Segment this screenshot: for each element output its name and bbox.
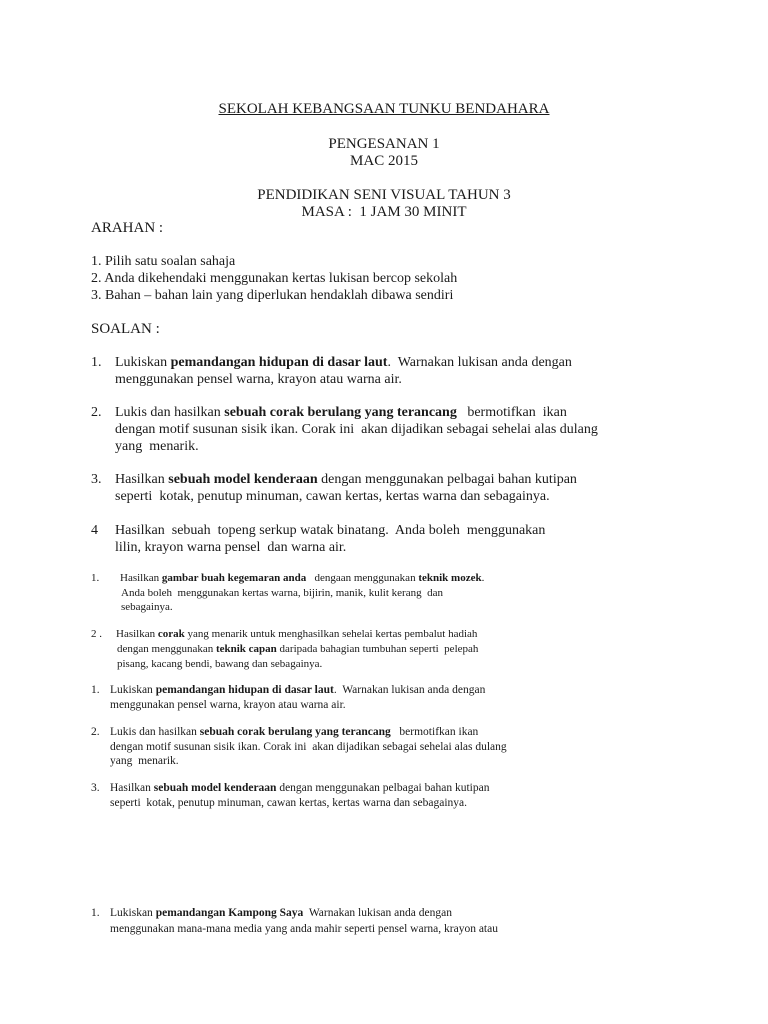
- question-line: Hasilkan sebuah model kenderaan dengan menggunakan pelbagai bahan kutipan: [110, 782, 490, 794]
- question-number: 2.: [91, 405, 102, 420]
- question-number: 1.: [91, 355, 102, 370]
- instruction-item: 1. Pilih satu soalan sahaja: [91, 254, 236, 269]
- question-number: 1.: [91, 572, 100, 584]
- question-line: Hasilkan gambar buah kegemaran anda dengaan menggunakan teknik mozek.: [120, 572, 485, 584]
- question-line: dengan motif susunan sisik ikan. Corak ini akan dijadikan sebagai sehelai alas dulang: [110, 741, 507, 753]
- question-line: Lukiskan pemandangan Kampong Saya Warnakan lukisan anda dengan: [110, 907, 452, 919]
- subject-title: PENDIDIKAN SENI VISUAL TAHUN 3: [257, 187, 511, 203]
- questions-heading: SOALAN :: [91, 321, 160, 337]
- question-number: 2.: [91, 726, 100, 738]
- question-line: menggunakan pensel warna, krayon atau warna air.: [110, 699, 346, 711]
- question-line: yang menarik.: [110, 755, 179, 767]
- question-line: Hasilkan corak yang menarik untuk menghasilkan sehelai kertas pembalut hadiah: [116, 628, 478, 640]
- question-line: seperti kotak, penutup minuman, cawan kertas, kertas warna dan sebagainya.: [115, 489, 550, 504]
- question-number: 4: [91, 523, 98, 538]
- question-line: dengan menggunakan teknik capan daripada bahagian tumbuhan seperti pelepah: [117, 643, 479, 655]
- question-line: menggunakan mana-mana media yang anda mahir seperti pensel warna, krayon atau: [110, 923, 498, 935]
- question-line: Lukis dan hasilkan sebuah corak berulang yang terancang bermotifkan ikan: [115, 405, 567, 420]
- question-line: Hasilkan sebuah topeng serkup watak binatang. Anda boleh menggunakan: [115, 523, 546, 538]
- question-number: 3.: [91, 782, 100, 794]
- question-line: seperti kotak, penutup minuman, cawan kertas, kertas warna dan sebagainya.: [110, 797, 468, 809]
- question-line: Hasilkan sebuah model kenderaan dengan menggunakan pelbagai bahan kutipan: [115, 472, 577, 487]
- question-number: 1.: [91, 684, 100, 696]
- question-line: Anda boleh menggunakan kertas warna, bijirin, manik, kulit kerang dan: [121, 587, 443, 599]
- question-line: Lukiskan pemandangan hidupan di dasar laut. Warnakan lukisan anda dengan: [110, 684, 486, 696]
- question-line: menggunakan pensel warna, krayon atau warna air.: [115, 372, 402, 387]
- question-number: 1.: [91, 907, 100, 919]
- exam-title: PENGESANAN 1: [328, 136, 440, 152]
- question-line: dengan motif susunan sisik ikan. Corak ini akan dijadikan sebagai sehelai alas dulang: [115, 422, 598, 437]
- question-line: yang menarik.: [115, 439, 199, 454]
- instruction-item: 2. Anda dikehendaki menggunakan kertas lukisan bercop sekolah: [91, 271, 458, 286]
- instruction-item: 3. Bahan – bahan lain yang diperlukan hendaklah dibawa sendiri: [91, 288, 454, 303]
- question-line: Lukis dan hasilkan sebuah corak berulang yang terancang bermotifkan ikan: [110, 726, 479, 738]
- question-line: sebagainya.: [121, 601, 173, 613]
- question-number: 2 .: [91, 628, 102, 640]
- question-line: pisang, kacang bendi, bawang dan sebagainya.: [117, 658, 323, 670]
- exam-date: MAC 2015: [350, 153, 418, 169]
- school-name: SEKOLAH KEBANGSAAN TUNKU BENDAHARA: [218, 101, 550, 117]
- instructions-heading: ARAHAN :: [91, 220, 164, 236]
- question-number: 3.: [91, 472, 102, 487]
- exam-duration: MASA : 1 JAM 30 MINIT: [301, 204, 467, 220]
- question-line: Lukiskan pemandangan hidupan di dasar laut. Warnakan lukisan anda dengan: [115, 355, 572, 370]
- question-line: lilin, krayon warna pensel dan warna air.: [115, 540, 347, 555]
